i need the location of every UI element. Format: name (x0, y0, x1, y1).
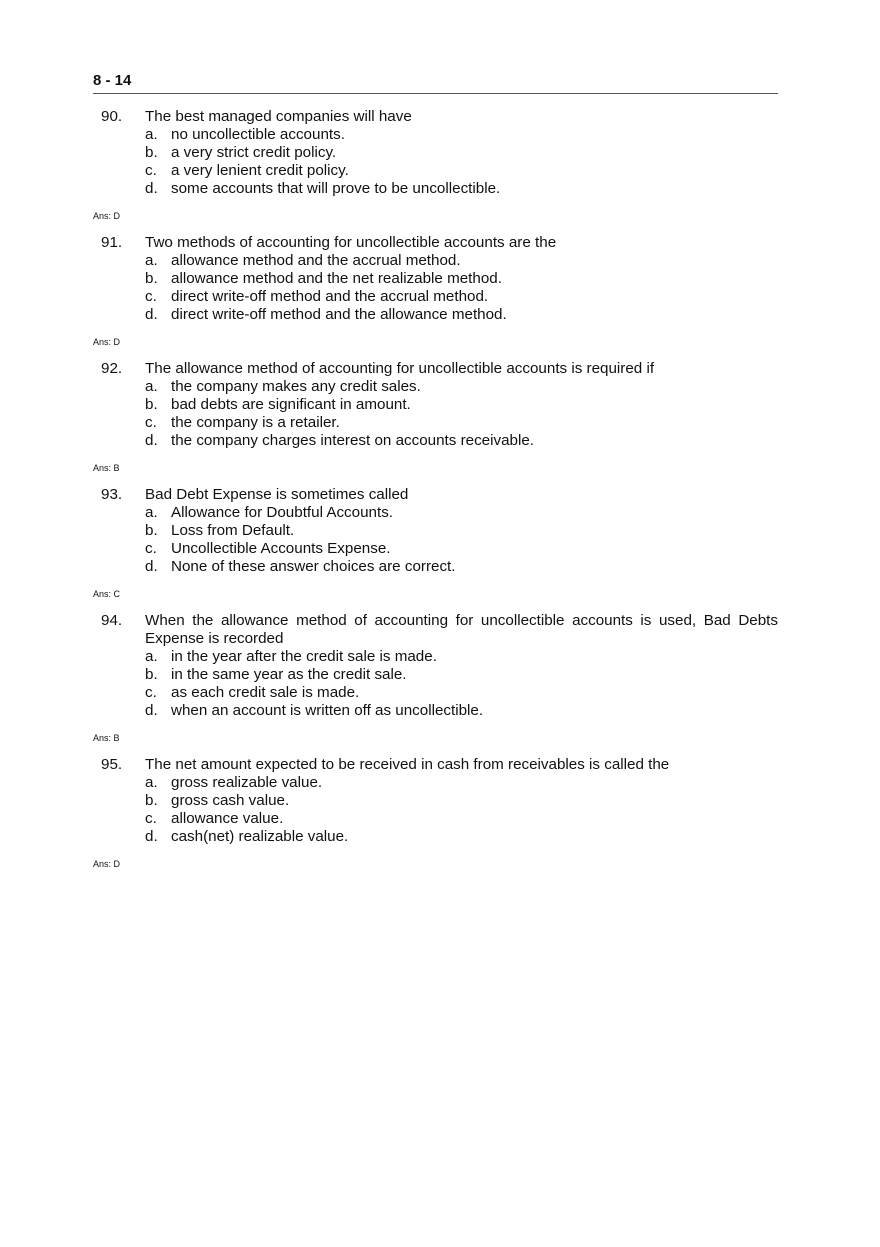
choice-d (93, 180, 778, 198)
question-number: 95. (101, 756, 123, 773)
question-stem: Two methods of accounting for uncollectible accounts are the (145, 234, 557, 251)
question-95 (93, 756, 778, 869)
choice-d (93, 828, 778, 846)
question-number: 93. (101, 486, 123, 503)
answer-key: Ans: D (93, 211, 121, 221)
choice-letter: b. (145, 144, 158, 161)
choice-letter: a. (145, 252, 158, 269)
question-list (93, 108, 778, 882)
choice-list (93, 774, 778, 846)
answer-key: Ans: D (93, 337, 121, 347)
choice-letter: b. (145, 792, 158, 809)
answer-key: Ans: C (93, 589, 121, 599)
choice-text: Loss from Default. (171, 522, 295, 539)
choice-c (93, 810, 778, 828)
question-stem: When the allowance method of accounting for uncollectible accounts is used, Bad Debts Expense is recorded (145, 612, 778, 647)
choice-c (93, 540, 778, 558)
choice-b (93, 792, 778, 810)
choice-text: as each credit sale is made. (171, 684, 360, 701)
question-number: 94. (101, 612, 123, 629)
choice-a (93, 774, 778, 792)
question-stem: The best managed companies will have (145, 108, 412, 125)
choice-b (93, 144, 778, 162)
choice-text: in the same year as the credit sale. (171, 666, 407, 683)
choice-text: a very lenient credit policy. (171, 162, 349, 179)
choice-letter: a. (145, 504, 158, 521)
choice-a (93, 648, 778, 666)
choice-text: direct write-off method and the allowance method. (171, 306, 507, 323)
page-header (93, 72, 778, 94)
question-94 (93, 612, 778, 743)
choice-text: the company charges interest on accounts receivable. (171, 432, 535, 449)
choice-d (93, 306, 778, 324)
question-stem: The allowance method of accounting for uncollectible accounts is required if (145, 360, 655, 377)
choice-list (93, 252, 778, 324)
choice-letter: c. (145, 414, 157, 431)
choice-letter: d. (145, 432, 158, 449)
choice-c (93, 288, 778, 306)
question-92 (93, 360, 778, 473)
choice-text: the company is a retailer. (171, 414, 340, 431)
question-90 (93, 108, 778, 221)
choice-text: direct write-off method and the accrual method. (171, 288, 489, 305)
choice-letter: a. (145, 648, 158, 665)
choice-text: Allowance for Doubtful Accounts. (171, 504, 394, 521)
choice-c (93, 414, 778, 432)
choice-d (93, 558, 778, 576)
choice-text: gross realizable value. (171, 774, 323, 791)
choice-a (93, 504, 778, 522)
choice-letter: d. (145, 558, 158, 575)
choice-c (93, 684, 778, 702)
choice-text: bad debts are significant in amount. (171, 396, 411, 413)
choice-letter: c. (145, 540, 157, 557)
choice-letter: d. (145, 180, 158, 197)
choice-text: cash(net) realizable value. (171, 828, 349, 845)
choice-c (93, 162, 778, 180)
choice-letter: d. (145, 828, 158, 845)
choice-letter: d. (145, 702, 158, 719)
choice-letter: b. (145, 666, 158, 683)
question-stem: Bad Debt Expense is sometimes called (145, 486, 409, 503)
choice-letter: c. (145, 810, 157, 827)
choice-b (93, 396, 778, 414)
answer-key: Ans: B (93, 463, 120, 473)
choice-text: the company makes any credit sales. (171, 378, 421, 395)
choice-b (93, 270, 778, 288)
choice-list (93, 504, 778, 576)
choice-text: allowance method and the accrual method. (171, 252, 461, 269)
question-number: 92. (101, 360, 123, 377)
choice-text: None of these answer choices are correct. (171, 558, 456, 575)
choice-text: some accounts that will prove to be uncollectible. (171, 180, 501, 197)
choice-b (93, 522, 778, 540)
choice-a (93, 252, 778, 270)
answer-key: Ans: B (93, 733, 120, 743)
choice-b (93, 666, 778, 684)
choice-letter: b. (145, 396, 158, 413)
choice-a (93, 126, 778, 144)
choice-text: when an account is written off as uncollectible. (171, 702, 484, 719)
choice-letter: d. (145, 306, 158, 323)
choice-d (93, 702, 778, 720)
choice-letter: b. (145, 270, 158, 287)
choice-letter: c. (145, 288, 157, 305)
choice-letter: c. (145, 162, 157, 179)
choice-text: no uncollectible accounts. (171, 126, 345, 143)
choice-letter: b. (145, 522, 158, 539)
choice-text: Uncollectible Accounts Expense. (171, 540, 391, 557)
choice-letter: a. (145, 378, 158, 395)
choice-text: in the year after the credit sale is made. (171, 648, 437, 665)
choice-text: a very strict credit policy. (171, 144, 337, 161)
choice-letter: a. (145, 774, 158, 791)
question-stem: The net amount expected to be received in cash from receivables is called the (145, 756, 670, 773)
choice-d (93, 432, 778, 450)
choice-letter: c. (145, 684, 157, 701)
page-number: 8 - 14 (93, 72, 132, 89)
choice-letter: a. (145, 126, 158, 143)
question-number: 91. (101, 234, 123, 251)
question-93 (93, 486, 778, 599)
question-91 (93, 234, 778, 347)
choice-list (93, 648, 778, 720)
choice-list (93, 378, 778, 450)
question-number: 90. (101, 108, 123, 125)
answer-key: Ans: D (93, 859, 121, 869)
choice-text: gross cash value. (171, 792, 290, 809)
choice-text: allowance method and the net realizable method. (171, 270, 502, 287)
choice-list (93, 126, 778, 198)
choice-text: allowance value. (171, 810, 284, 827)
choice-a (93, 378, 778, 396)
